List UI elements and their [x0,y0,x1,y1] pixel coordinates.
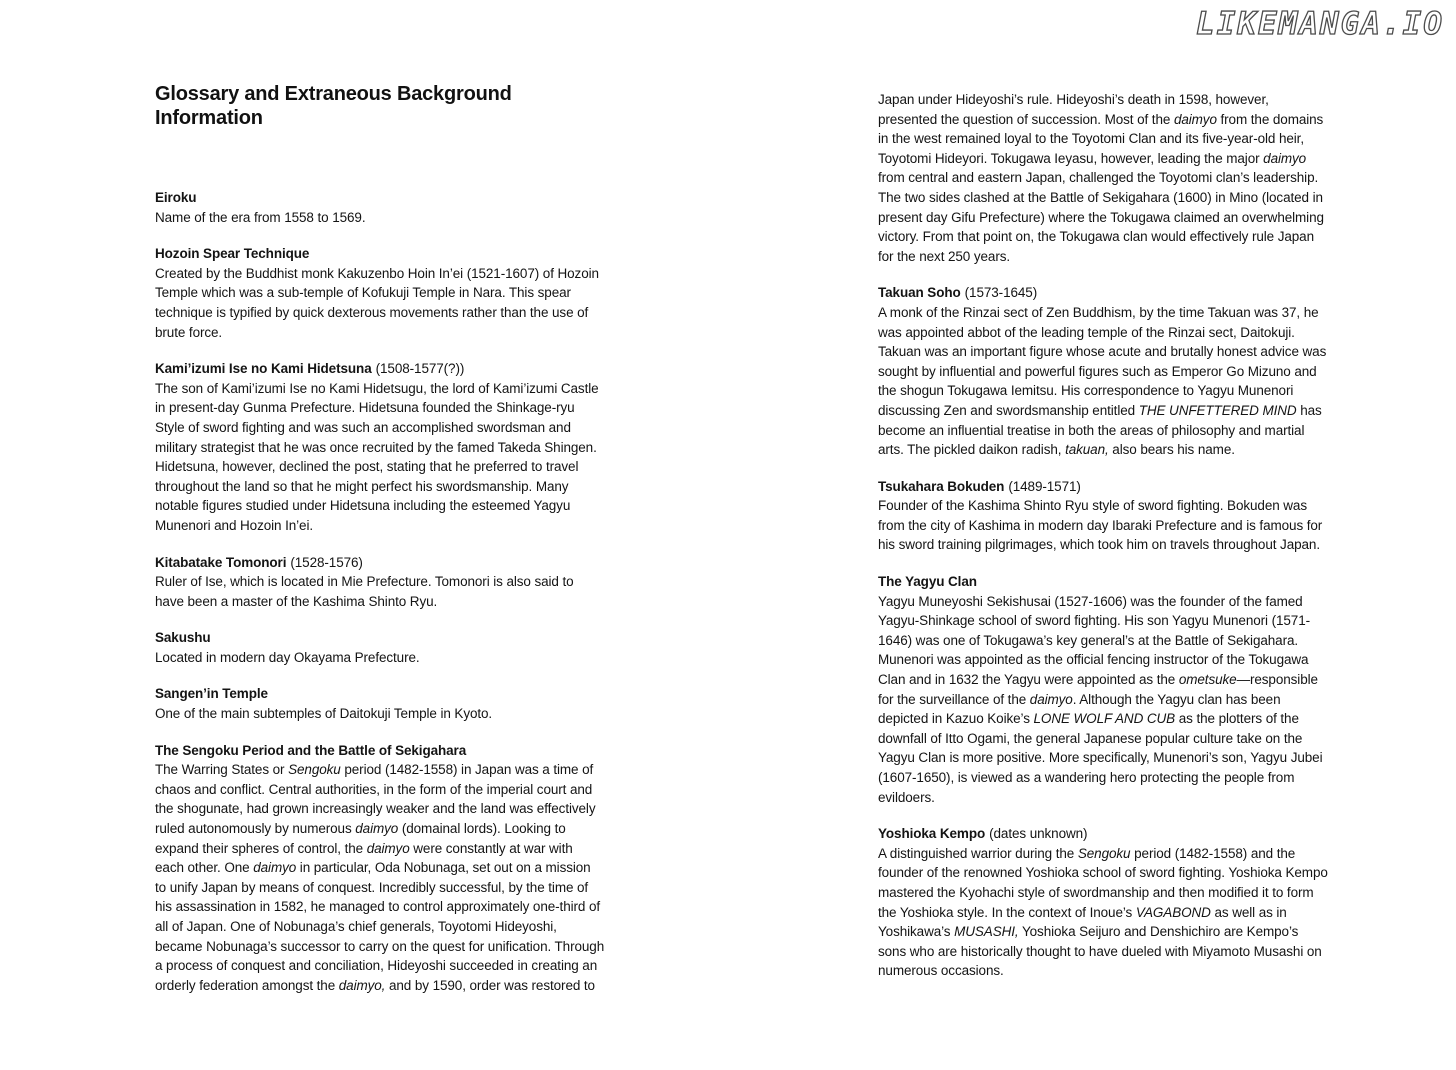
entry-term: Eiroku [155,190,197,205]
glossary-entries-left [155,188,605,995]
entry-body: Located in modern day Okayama Prefecture. [155,649,420,665]
entry-term: Tsukahara Bokuden [878,478,1005,494]
glossary-entries-right [878,283,1328,981]
entry-term: Sangen’in Temple [155,686,268,702]
entry-dates: (1573-1645) [964,285,1038,301]
entry-heading [155,553,605,573]
entry-body: One of the main subtemples of Daitokuji Temple in Kyoto. [155,706,493,722]
glossary-entry [155,359,605,535]
entry-dates: (1489-1571) [1008,478,1081,494]
entry-heading [155,244,605,264]
entry-body: The son of Kami’izumi Ise no Kami Hidetsugu, the lord of Kami’izumi Castle in present-day Gunma Prefecture. Hidetsuna founded the Shinkage-ryu Style of sword fighting and was such an accomplished swordsman and military strategist that he was once recruited by the famed Takeda Shingen. Hidetsuna, however, declined the post, stating that he preferred to travel throughout the land so that he might perfect his swordsmanship. Many notable figures studied under Hidetsuna including the esteemed Yagyu Munenori and Hozoin In’ei. [155,380,599,533]
entry-dates: (1528-1576) [290,554,363,570]
entry-term: Hozoin Spear Technique [155,246,310,262]
entry-body: A distinguished warrior during the Sengoku period (1482-1558) and the founder of the renowned Yoshioka school of sword fighting. Yoshioka Kempo mastered the Kyohachi style of swordmanship and then modified it to form the Yoshioka style. In the context of Inoue’s VAGABOND as well as in Yoshikawa’s MUSASHI, Yoshioka Seijuro and Denshichiro are Kempo’s sons who are historically thought to have dueled with Miyamoto Musashi on numerous occasions. [878,845,1328,979]
entry-heading [878,572,1328,592]
glossary-entry [155,188,605,227]
entry-heading [878,283,1328,303]
entry-body: Name of the era from 1558 to 1569. [155,209,366,225]
entry-heading [155,741,605,761]
likemanga-watermark: LIKEMANGA.IO [1196,6,1444,42]
entry-body: The Warring States or Sengoku period (1482-1558) in Japan was a time of chaos and conflict. Central authorities, in the form of the imperial court and the shogunate, had grown increasingly weaker and the land was effectively ruled autonomously by numerous daimyo (domainal lords). Looking to expand their spheres of control, the daimyo were constantly at war with each other. One daimyo in particular, Oda Nobunaga, set out on a mission to unify Japan by means of conquest. Incredibly successful, by the time of his assassination in 1582, he managed to control approximately one-third of all of Japan. One of Nobunaga’s chief generals, Toyotomi Hideyoshi, became Nobunaga’s successor to carry on the quest for unification. Through a process of conquest and conciliation, Hideyoshi succeeded in creating an orderly federation amongst the daimyo, and by 1590, order was restored to [155,762,605,993]
entry-term: Kitabatake Tomonori [155,554,287,570]
entry-body: A monk of the Rinzai sect of Zen Buddhism, by the time Takuan was 37, he was appointed abbot of the leading temple of the Rinzai sect, Daitokuji. Takuan was an important figure whose acute and brutally honest advice was sought by influential and powerful figures such as Emperor Go Mizuno and the shogun Tokugawa Iemitsu. His correspondence to Yagyu Munenori discussing Zen and swordsmanship entitled THE UNFETTERED MIND has become an influential treatise in both the areas of philosophy and martial arts. The pickled daikon radish, takuan, also bears his name. [878,304,1327,458]
entry-dates: (1508-1577(?)) [375,361,465,377]
glossary-entry [155,628,605,667]
glossary-entry [155,741,605,996]
right-column [878,90,1328,998]
entry-heading [155,359,605,379]
entry-heading [155,628,605,648]
glossary-entry [878,477,1328,555]
entry-body: Yagyu Muneyoshi Sekishusai (1527-1606) was the founder of the famed Yagyu-Shinkage school of sword fighting. His son Yagyu Munenori (1571-1646) was one of Tokugawa’s key general’s at the Battle of Sekigahara. Munenori was appointed as the official fencing instructor of the Tokugawa Clan and in 1632 the Yagyu were appointed as the ometsuke—responsible for the surveillance of the daimyo. Although the Yagyu clan has been depicted in Kazuo Koike’s LONE WOLF AND CUB as the plotters of the downfall of Itto Ogami, the general Japanese popular culture take on the Yagyu Clan is more positive. More specifically, Munenori’s son, Yagyu Jubei (1607-1650), is viewed as a wandering hero protecting the people from evildoers. [878,593,1323,805]
entry-term: The Sengoku Period and the Battle of Sekigahara [155,742,467,758]
entry-heading [878,824,1328,844]
glossary-entry [155,553,605,612]
entry-term: Sakushu [155,630,211,646]
entry-term: Yoshioka Kempo [878,826,986,842]
glossary-entry [878,824,1328,981]
glossary-entry [878,572,1328,807]
entry-body: Ruler of Ise, which is located in Mie Prefecture. Tomonori is also said to have been a master of the Kashima Shinto Ryu. [155,574,574,609]
glossary-entry [155,684,605,723]
continuation-paragraph: Japan under Hideyoshi’s rule. Hideyoshi’s death in 1598, however, presented the question of succession. Most of the daimyo from the domains in the west remained loyal to the Toyotomi Clan and its five-year-old heir, Toyotomi Hideyori. Tokugawa Ieyasu, however, leading the major daimyo from central and eastern Japan, challenged the Toyotomi clan’s leadership. The two sides clashed at the Battle of Sekigahara (1600) in Mino (located in present day Gifu Prefecture) where the Tokugawa claimed an overwhelming victory. From that point on, the Tokugawa clan would effectively rule Japan for the next 250 years. [878,92,1324,264]
entry-term: Kami’izumi Ise no Kami Hidetsuna [155,361,372,377]
entry-body: Created by the Buddhist monk Kakuzenbo Hoin In’ei (1521-1607) of Hozoin Temple which was a sub-temple of Kofukuji Temple in Nara. This spear technique is typified by quick dexterous movements rather than the use of brute force. [155,265,599,340]
page-title: Glossary and Extraneous Background Information [155,83,512,129]
glossary-entry [155,244,605,342]
entry-body: Founder of the Kashima Shinto Ryu style of sword fighting. Bokuden was from the city of Kashima in modern day Ibaraki Prefecture and is famous for his sword training pilgrimages, which took him on travels throughout Japan. [878,498,1323,553]
entry-heading [155,684,605,704]
entry-heading [878,477,1328,497]
left-column [155,82,605,1012]
entry-heading [155,188,605,208]
glossary-entry [878,283,1328,459]
entry-term: The Yagyu Clan [878,574,977,590]
entry-term: Takuan Soho [878,285,961,301]
entry-dates: (dates unknown) [989,826,1088,842]
